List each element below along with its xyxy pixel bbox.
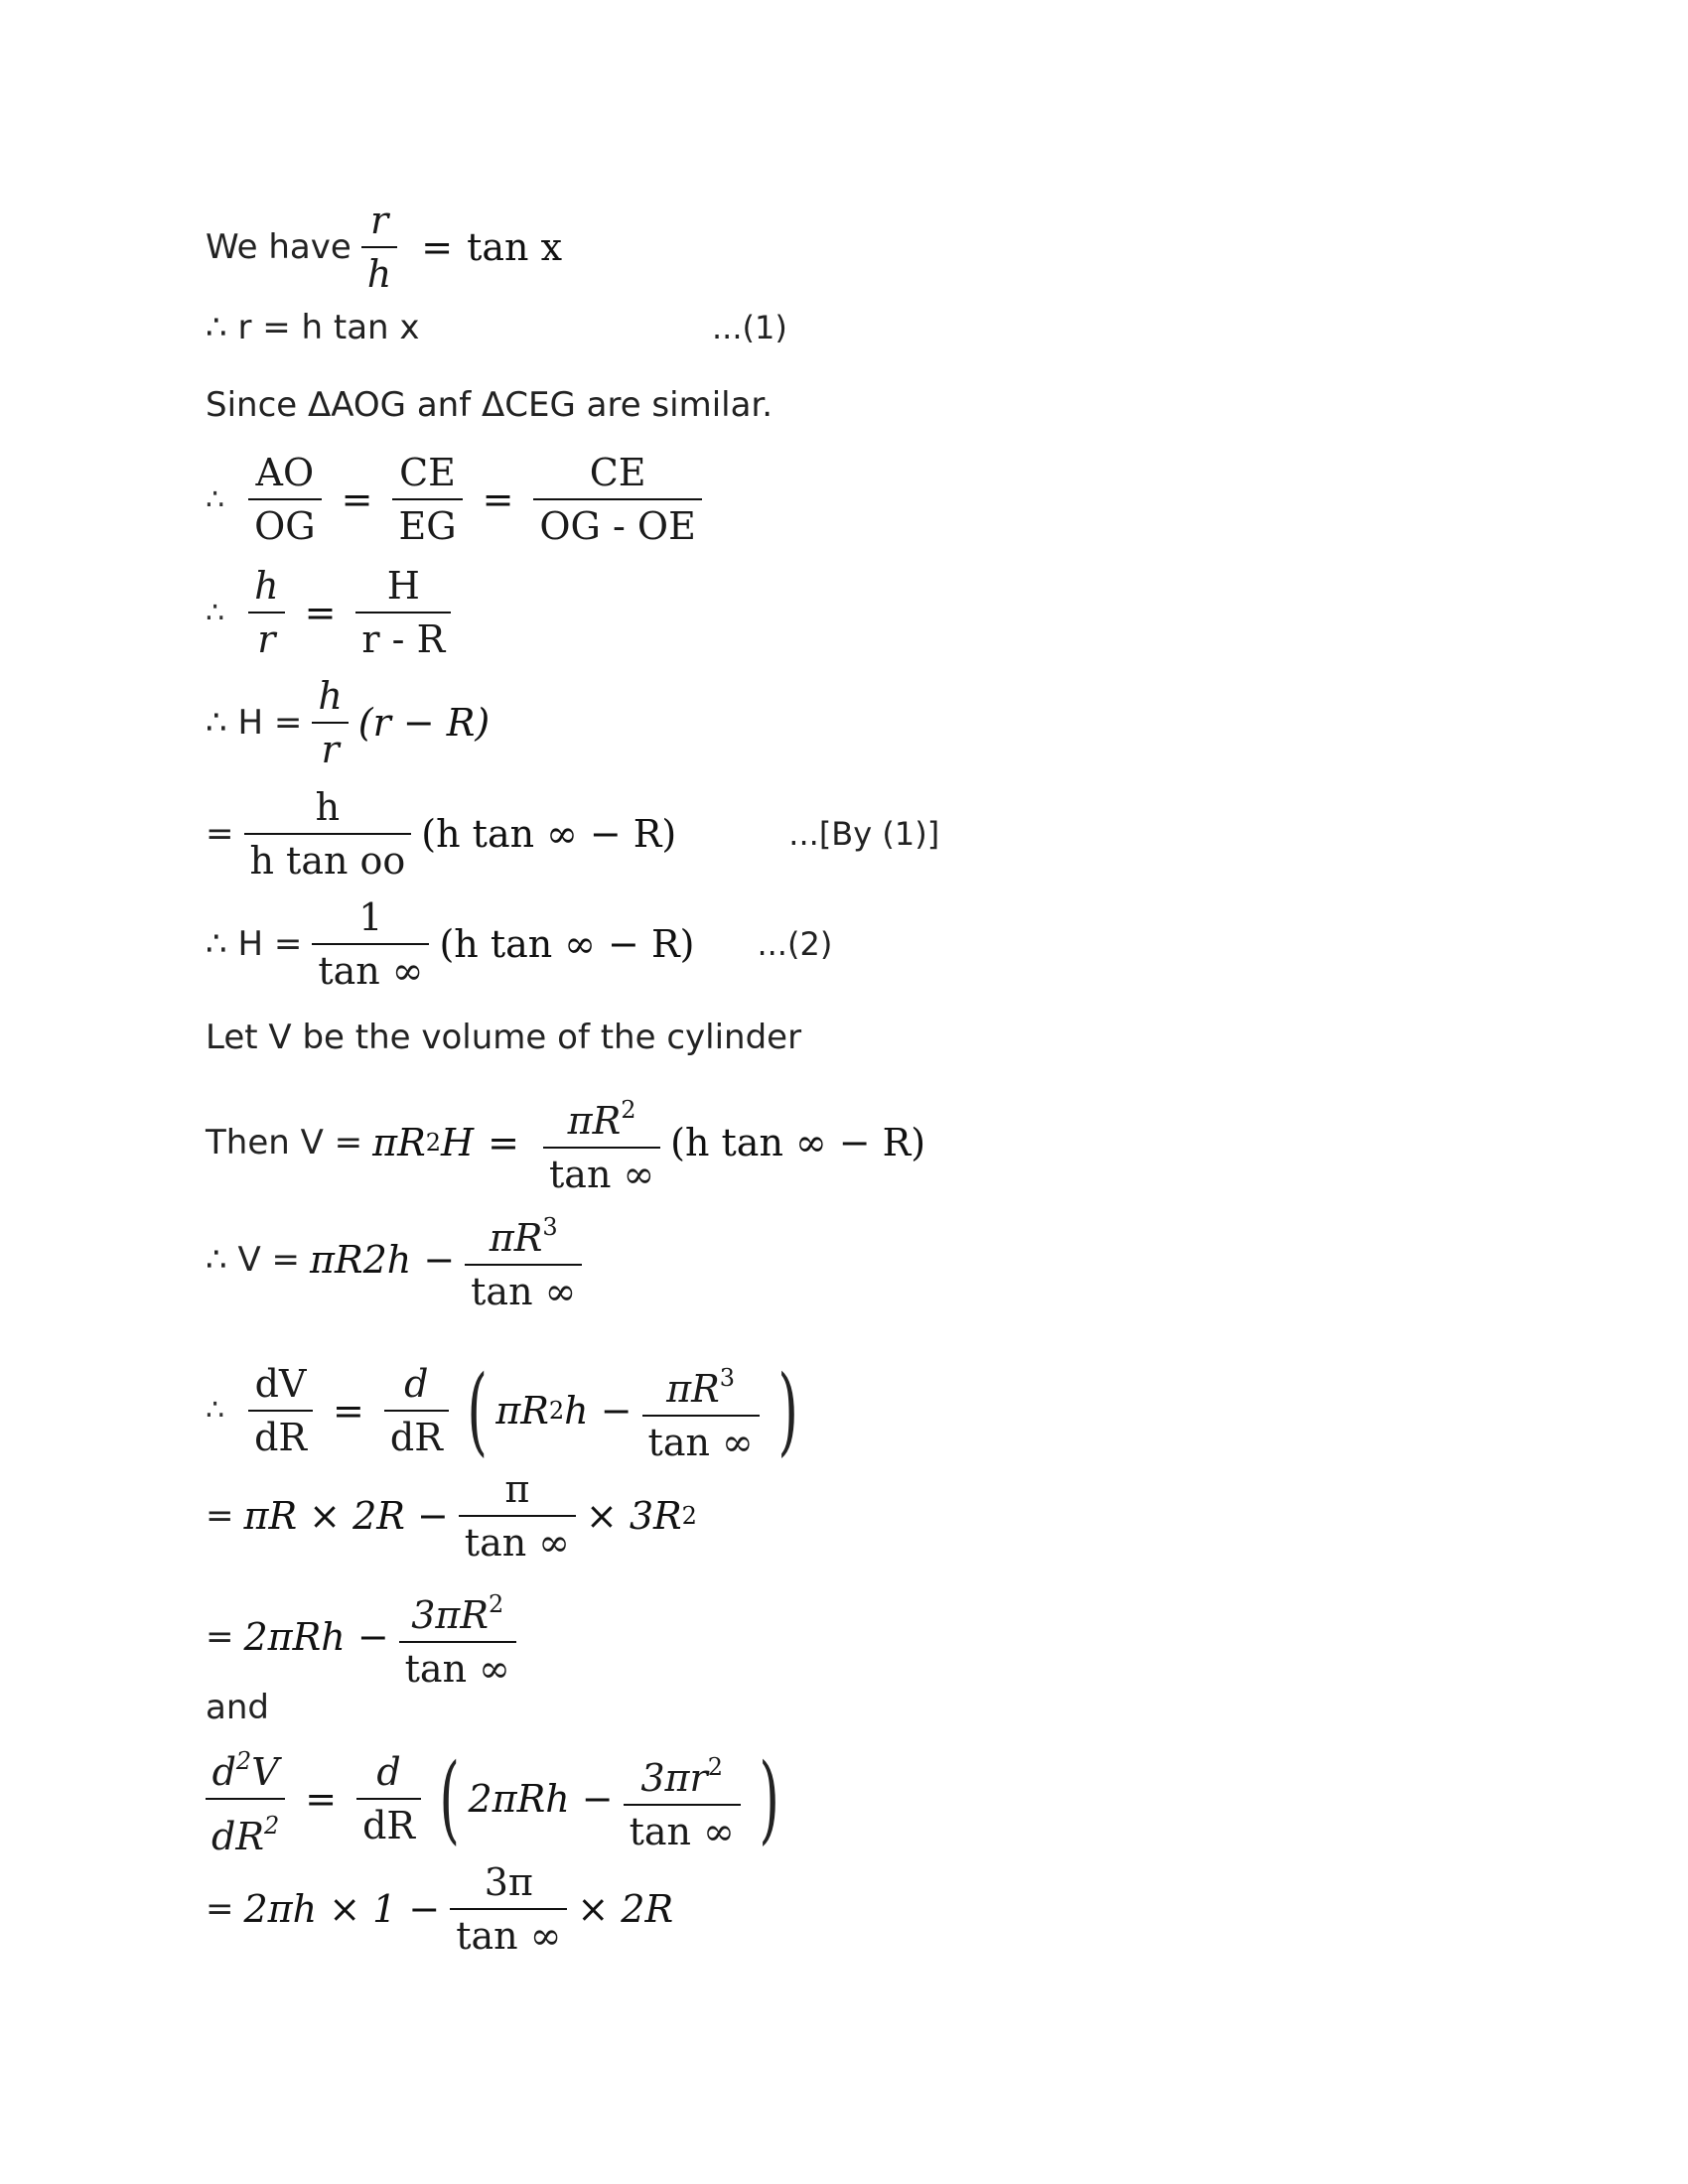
tan-x: tan x [467, 225, 563, 269]
line-r-equals: ∴ r = h tan x ...(1) [206, 308, 787, 347]
text-we-have: We have [206, 227, 352, 267]
line-first-derivative: = 2πRh − $\frac{3\pi R^2}{\tan \infty}$ [206, 1578, 526, 1695]
line-and: and [206, 1688, 269, 1727]
line-H-final: ∴ H = $\frac{1}{\tan \infty}$ (h tan ∞ − R) ...(2) [206, 895, 833, 993]
right-paren: ) [777, 1354, 798, 1466]
line-dv-dr: ∴ $\frac{dV}{dR}$ = $\frac{d}{dR}$ ( πR 2 h − $\frac{\pi R^3}{\tan \infty}$ ) [206, 1354, 798, 1466]
line-let-v: Let V be the volume of the cylinder [206, 1018, 802, 1057]
left-paren: ( [467, 1354, 488, 1466]
line-then-v: Then V = πR 2 H = $\frac{\pi R^2}{\tan \infty}$ (h tan ∞ − R) [206, 1096, 926, 1196]
line-second-derivative: $\frac{d^2V}{dR^2}$ = $\frac{d}{dR}$ ( 2πRh − $\frac{3\pi r^2}{\tan \infty}$ ) [206, 1735, 787, 1862]
equation-ref-2: ...(2) [757, 925, 833, 963]
line-we-have: We have $\frac{r}{h}$ = tan x [206, 195, 562, 300]
line-second-derivative-step: = 2πh × 1 − $\frac{3\pi}{\tan \infty}$ × 2R [206, 1860, 674, 1958]
equation-ref-by-1: ...[By (1)] [788, 815, 940, 853]
line-substitute: = $\frac{h}{\text{h tan oo}}$ (h tan ∞ − R) ...[By (1)] [206, 785, 940, 883]
line-H-equals-h-over-r: ∴ H = $\frac{h}{r}$ (r − R) [206, 674, 491, 771]
line-h-over-r: ∴ $\frac{h}{r}$ = $\frac{H}{r - R}$ [206, 560, 461, 665]
line-since-similar: Since ΔAOG anf ΔCEG are similar. [206, 385, 774, 425]
fraction-r-over-h: $\frac{r}{h}$ [361, 195, 397, 300]
therefore-symbol: ∴ [206, 481, 225, 517]
line-derivative-step: = πR × 2R − $\frac{\pi}{\tan \infty}$ × 3R 2 [206, 1467, 697, 1565]
right-paren: ) [759, 1743, 779, 1854]
left-paren: ( [439, 1743, 461, 1854]
line-v-expanded: ∴ V = πR2h − $\frac{\pi R^3}{\tan \infty}$ [206, 1201, 592, 1317]
equation-ref-1: ...(1) [712, 309, 787, 346]
line-ratio-similar: ∴ $\frac{AO}{OG}$ = $\frac{CE}{EG}$ = $\frac{CE}{OG - OE}$ [206, 447, 712, 552]
